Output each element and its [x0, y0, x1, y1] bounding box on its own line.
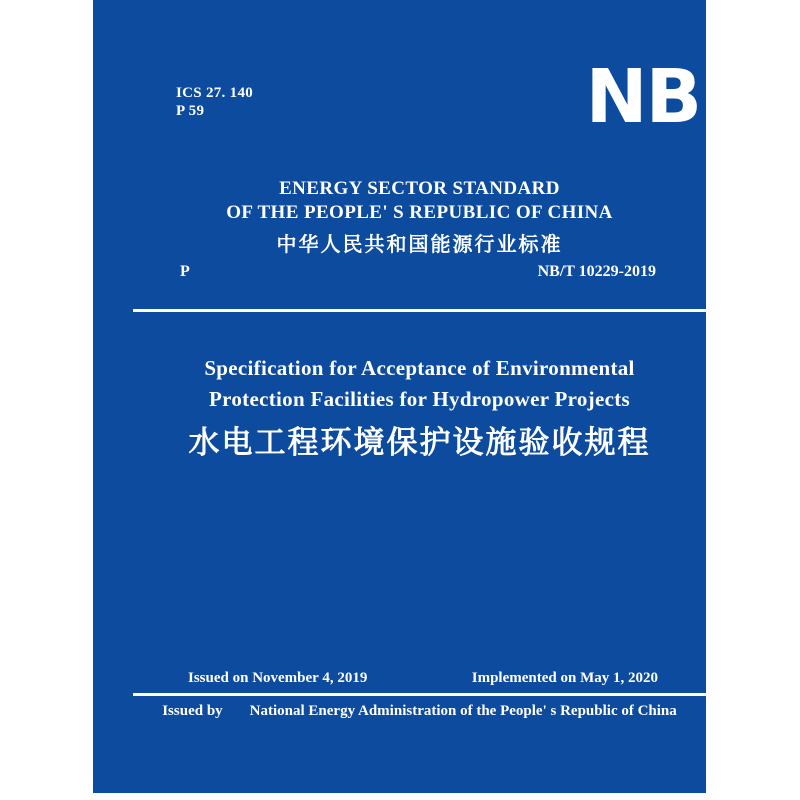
- standard-header: [133, 177, 706, 256]
- implemented-date: Implemented on May 1, 2020: [471, 670, 658, 686]
- standard-name-en-line2: OF THE PEOPLE' S REPUBLIC OF CHINA: [226, 202, 613, 223]
- bottom-divider-rule: [133, 693, 706, 696]
- standard-number: NB/T 10229-2019: [537, 263, 656, 280]
- nb-logo: NB: [585, 54, 700, 140]
- class-letter: P: [180, 263, 190, 280]
- cover-content-area: [133, 0, 706, 793]
- title-zh: 水电工程环境保护设施验收规程: [188, 425, 651, 460]
- doc-class-code: P 59: [176, 103, 205, 119]
- title-en-line2: Protection Facilities for Hydropower Projects: [209, 387, 630, 411]
- document-title: [133, 353, 706, 463]
- title-en-line1: Specification for Acceptance of Environmental: [204, 356, 635, 380]
- issued-by-value: National Energy Administration of the People' s Republic of China: [249, 703, 677, 719]
- standard-name-zh: 中华人民共和国能源行业标准: [276, 232, 563, 256]
- standard-cover-page: [93, 0, 706, 793]
- ics-code: ICS 27. 140: [176, 85, 254, 101]
- standard-name-en-line1: ENERGY SECTOR STANDARD: [279, 178, 560, 199]
- issuer-row: [133, 703, 706, 720]
- top-divider-rule: [133, 309, 706, 312]
- issued-by-label: Issued by: [162, 703, 223, 719]
- issued-date: Issued on November 4, 2019: [188, 670, 368, 686]
- classification-codes: [176, 84, 253, 120]
